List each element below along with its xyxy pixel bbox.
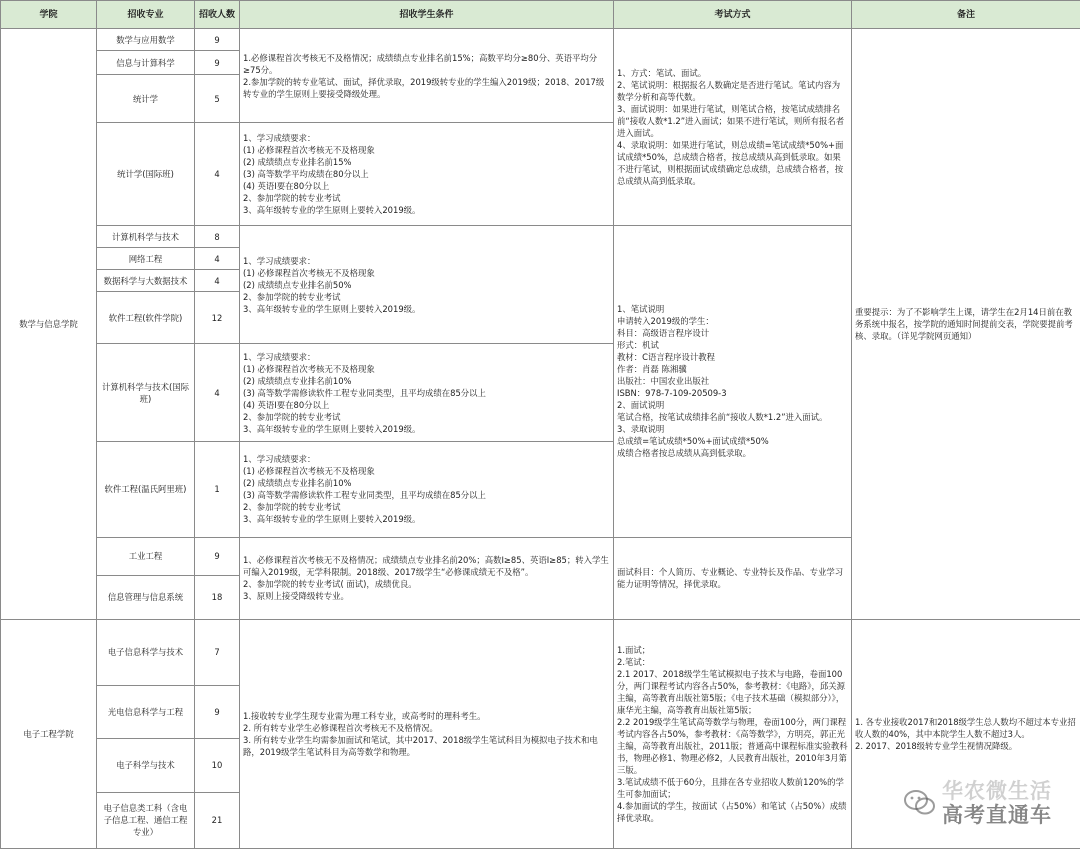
quota-cell: 4 — [195, 270, 240, 292]
quota-cell: 9 — [195, 537, 240, 575]
conditions-cell — [240, 442, 614, 537]
text-line: 1、笔试说明 — [617, 304, 665, 315]
header-quota: 招收人数 — [195, 1, 240, 29]
table-header-row — [1, 1, 1080, 29]
text-line: 作者：肖磊 陈湘骥 — [617, 364, 687, 375]
quota-cell: 7 — [195, 619, 240, 685]
text-line: 2. 所有转专业学生必修课程首次考核无不及格情况。 — [243, 722, 438, 733]
quota-cell: 9 — [195, 29, 240, 51]
table-row — [1, 619, 1080, 685]
text-line: (1) 必修课程首次考核无不及格现象 — [243, 145, 375, 156]
text-line: 3. 所有转专业学生均需参加面试和笔试，其中2017、2018级学生笔试科目为模拟电子技术和电路，2019级学生笔试科目为高等数学和物理。 — [243, 734, 598, 757]
text-line: 2、参加学院的转专业考试 — [243, 411, 341, 422]
text-line: 1、学习成绩要求： — [243, 351, 316, 362]
conditions-cell — [240, 344, 614, 442]
major-cell: 计算机科学与技术 — [97, 226, 195, 248]
conditions-cell — [240, 226, 614, 344]
text-line: 1、学习成绩要求： — [243, 454, 316, 465]
quota-cell: 4 — [195, 248, 240, 270]
major-cell: 数学与应用数学 — [97, 29, 195, 51]
major-cell: 统计学(国际班) — [97, 123, 195, 226]
text-line: 2.参加学院的转专业笔试、面试，择优录取，2019级转专业的学生编入2019级；2018、2017级转专业的学生原则上要接受降级处理。 — [243, 76, 605, 99]
conditions-cell — [240, 619, 614, 848]
text-line: 形式：机试 — [617, 340, 659, 351]
text-line: 2、参加学院的转专业考试 — [243, 291, 341, 302]
text-line: 3、高年级转专业的学生原则上要转入2019级。 — [243, 423, 421, 434]
conditions-cell — [240, 29, 614, 123]
text-line: 2.2 2019级学生笔试高等数学与物理，卷面100分，两门课程考试内容各占50%，参考教材：《高等数学》，方明亮，郭正光主编，高等教育出版社，2011版；普通高中课程标准实验教科书，物理必修1、物理必修2，人民教育出版社，2010年3月第三版。 — [617, 716, 848, 775]
text-line: (2) 成绩绩点专业排名前50% — [243, 279, 352, 290]
text-line: (1) 必修课程首次考核无不及格现象 — [243, 267, 375, 278]
text-line: 总成绩=笔试成绩*50%+面试成绩*50% — [617, 436, 769, 447]
quota-cell: 9 — [195, 51, 240, 75]
text-line: 3、高年级转专业的学生原则上要转入2019级。 — [243, 303, 421, 314]
table-row — [1, 29, 1080, 51]
text-line: 笔试合格，按笔试成绩排名前“接收人数*1.2”进入面试。 — [617, 412, 828, 423]
text-line: 2、参加学院的转专业考试 — [243, 502, 341, 513]
quota-cell: 4 — [195, 344, 240, 442]
text-line: 1、学习成绩要求： — [243, 133, 316, 144]
text-line: 3、录取说明 — [617, 424, 665, 435]
header-exam: 考试方式 — [614, 1, 852, 29]
text-line: (3) 高等数学需修读软件工程专业同类型，且平均成绩在85分以上 — [243, 387, 486, 398]
text-line: 3、面试说明：如果进行笔试，则笔试合格，按笔试成绩排名前“接收人数*1.2”进入面试；如果不进行笔试，则所有报名者进入面试。 — [617, 104, 845, 139]
text-line: 1、学习成绩要求： — [243, 255, 316, 266]
text-line: 1、方式：笔试、面试。 — [617, 68, 707, 79]
text-line: (1) 必修课程首次考核无不及格现象 — [243, 363, 375, 374]
text-line: 2. 2017、2018级转专业学生视情况降级。 — [855, 740, 1018, 751]
header-remarks: 备注 — [852, 1, 1080, 29]
quota-cell: 8 — [195, 226, 240, 248]
text-line: 1. 各专业接收2017和2018级学生总人数均不超过本专业招收人数的40%，其中本院学生人数不超过3人。 — [855, 716, 1076, 739]
text-line: 科目：高级语言程序设计 — [617, 328, 710, 339]
text-line: 3、高年级转专业的学生原则上要转入2019级。 — [243, 205, 421, 216]
major-cell: 信息管理与信息系统 — [97, 575, 195, 619]
remarks-cell — [852, 619, 1080, 848]
major-cell: 统计学 — [97, 75, 195, 123]
text-line: 3、原则上接受降级转专业。 — [243, 591, 349, 602]
college-cell-math: 数学与信息学院 — [1, 29, 97, 620]
text-line: (2) 成绩绩点专业排名前15% — [243, 157, 352, 168]
conditions-cell — [240, 123, 614, 226]
major-cell: 计算机科学与技术(国际班) — [97, 344, 195, 442]
text-line: 4.参加面试的学生，按面试（占50%）和笔试（占50%）成绩择优录取。 — [617, 800, 847, 823]
watermark-line1: 华农微生活 — [942, 779, 1052, 803]
major-cell: 软件工程(温氏阿里班) — [97, 442, 195, 537]
header-conditions: 招收学生条件 — [240, 1, 614, 29]
college-cell-ee: 电子工程学院 — [1, 619, 97, 848]
text-line: 2、参加学院的转专业考试( 面试)，成绩优良。 — [243, 579, 417, 590]
watermark-line2: 高考直通车 — [942, 803, 1052, 827]
major-cell: 光电信息科学与工程 — [97, 685, 195, 738]
text-line: (3) 高等数学需修读软件工程专业同类型，且平均成绩在85分以上 — [243, 490, 486, 501]
text-line: 教材：C语言程序设计教程 — [617, 352, 715, 363]
quota-cell: 10 — [195, 738, 240, 792]
header-college: 学院 — [1, 1, 97, 29]
quota-cell: 12 — [195, 292, 240, 344]
text-line: 1.面试； — [617, 644, 651, 655]
text-line: 2.1 2017、2018级学生笔试模拟电子技术与电路，卷面100分，两门课程考试内容各占50%，参考教材：《电路》，邱关源主编，高等教育出版社第5版；《电子技术基础（模拟部分）》，康华光主编，高等教育出版社第5版； — [617, 668, 845, 715]
major-cell: 电子科学与技术 — [97, 738, 195, 792]
text-line: 4、录取说明：如果进行笔试，则总成绩=笔试成绩*50%+面试成绩*50%，总成绩合格者，按总成绩从高到低录取。如果不进行笔试，则根据面试成绩确定总成绩，总成绩合格者，按总成绩从高到低录取。 — [617, 140, 844, 187]
text-line: 2、参加学院的转专业考试 — [243, 193, 341, 204]
text-line: 面试科目：个人简历、专业概论、专业特长及作品、专业学习能力证明等情况，择优录取。 — [617, 567, 844, 590]
quota-cell: 5 — [195, 75, 240, 123]
quota-cell: 4 — [195, 123, 240, 226]
remarks-cell: 重要提示：为了不影响学生上课，请学生在2月14日前在教务系统中报名，按学院的通知时间提前交表，学院要提前考核、录取。（详见学院网页通知） — [852, 29, 1080, 620]
text-line: (4) 英语I要在80分以上 — [243, 181, 330, 192]
header-major: 招收专业 — [97, 1, 195, 29]
exam-cell — [614, 226, 852, 537]
text-line: (4) 英语I要在80分以上 — [243, 399, 330, 410]
major-cell: 数据科学与大数据技术 — [97, 270, 195, 292]
text-line: 3.笔试成绩不低于60分，且排在各专业招收人数前120%的学生可参加面试； — [617, 776, 844, 799]
major-cell: 网络工程 — [97, 248, 195, 270]
text-line: (1) 必修课程首次考核无不及格现象 — [243, 466, 375, 477]
exam-cell — [614, 619, 852, 848]
exam-cell — [614, 537, 852, 619]
quota-cell: 18 — [195, 575, 240, 619]
exam-cell — [614, 29, 852, 226]
text-line: 1、必修课程首次考核无不及格情况；成绩绩点专业排名前20%；高数Ⅰ≥85、英语Ⅰ≥85；转入学生可编入2019级，无学科限制。2018级、2017级学生“必修课成绩无不及格”。 — [243, 555, 609, 578]
quota-cell: 9 — [195, 685, 240, 738]
text-line: ISBN：978-7-109-20509-3 — [617, 388, 727, 399]
text-line: 2、面试说明 — [617, 400, 665, 411]
text-line: 成绩合格者按总成绩从高到低录取。 — [617, 448, 751, 459]
major-cell: 软件工程(软件学院) — [97, 292, 195, 344]
quota-cell: 21 — [195, 792, 240, 848]
major-cell: 电子信息科学与技术 — [97, 619, 195, 685]
text-line: (3) 高等数学平均成绩在80分以上 — [243, 169, 369, 180]
conditions-cell — [240, 537, 614, 619]
text-line: 2.笔试： — [617, 656, 651, 667]
major-cell: 工业工程 — [97, 537, 195, 575]
text-line: 出版社：中国农业出版社 — [617, 376, 710, 387]
text-line: 2、笔试说明：根据报名人数确定是否进行笔试。笔试内容为数学分析和高等代数。 — [617, 80, 841, 103]
text-line: (2) 成绩绩点专业排名前10% — [243, 478, 352, 489]
quota-cell: 1 — [195, 442, 240, 537]
text-line: (2) 成绩绩点专业排名前10% — [243, 375, 352, 386]
text-line: 1.接收转专业学生现专业需为理工科专业，或高考时的理科考生。 — [243, 710, 486, 721]
text-line: 3、高年级转专业的学生原则上要转入2019级。 — [243, 514, 421, 525]
text-line: 1.必修课程首次考核无不及格情况；成绩绩点专业排名前15%；高数平均分≥80分、英语平均分≥75分。 — [243, 52, 598, 75]
major-cell: 信息与计算科学 — [97, 51, 195, 75]
text-line: 申请转入2019级的学生： — [617, 316, 714, 327]
major-cell: 电子信息类工科（含电子信息工程、通信工程专业） — [97, 792, 195, 848]
